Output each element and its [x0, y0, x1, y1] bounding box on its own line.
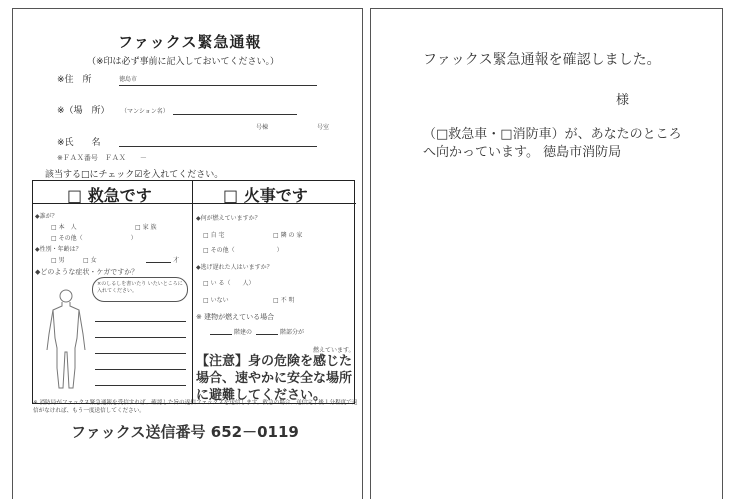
form-title: ファックス緊急通報	[118, 33, 262, 51]
symptom-question: ◆どのような症状・ケガですか？	[35, 268, 139, 276]
address-label: ※住 所	[57, 75, 92, 85]
burning-floor-field[interactable]	[256, 334, 278, 335]
fax-label: ※ＦＡＸ番号 ＦＡＸ －	[57, 154, 147, 162]
who-question: ◆誰が？	[35, 213, 58, 220]
trapped-question: ◆逃げ遅れた人はいますか？	[196, 264, 273, 271]
floors-text: 階建の	[234, 329, 253, 336]
sex-age-question: ◆性別・年齢は？	[35, 246, 82, 253]
family-checkbox[interactable]: □ 家 族	[135, 224, 157, 231]
mansion-label: （マンション名）	[121, 108, 169, 115]
fax-number: ファックス送信番号 652－0119	[71, 423, 299, 441]
symptom-line-2[interactable]	[95, 337, 186, 338]
other-burning-checkbox[interactable]: □ その他（ ）	[203, 247, 283, 254]
building-number-label: 号棟	[256, 124, 269, 131]
symptom-line-1[interactable]	[95, 321, 186, 322]
age-suffix: 才	[173, 257, 180, 264]
dispatch-line-1: （□救急車・□消防車）が、あなたのところ	[423, 127, 682, 142]
name-label: ※氏 名	[57, 138, 101, 148]
caution-text: 【注意】身の危険を感じた場合、速やかに安全な場所に避難してください。	[196, 354, 353, 403]
check-instruction: 該当する□にチェック☑を入れてください。	[45, 170, 224, 180]
confirmation-sheet	[370, 8, 723, 499]
footer-note: ※ 消防局がファックス緊急通報を受信すれば、確認した旨の返信ファックスを送信します。救急の場合、送信完了後１分程度で返信がなければ、もう一度送信してください。	[33, 400, 358, 414]
male-checkbox[interactable]: □ 男	[51, 257, 65, 264]
female-checkbox[interactable]: □ 女	[83, 257, 97, 264]
symptom-line-4[interactable]	[95, 369, 186, 370]
sama-label: 様	[616, 93, 630, 108]
self-checkbox[interactable]: □ 本 人	[51, 224, 77, 231]
bubble-text: ×のしるしを書いたり いたいところに入れてください。	[97, 281, 183, 294]
symptom-line-5[interactable]	[95, 385, 186, 386]
floor-burning-text: 階部分が	[280, 329, 305, 336]
emergency-header[interactable]: □ 救急です	[67, 186, 152, 205]
floors-field[interactable]	[210, 334, 232, 335]
symptom-line-3[interactable]	[95, 353, 186, 354]
neighbor-checkbox[interactable]: □ 隣 の 家	[273, 232, 303, 239]
table-column-divider	[192, 180, 193, 404]
form-subtitle: （※印は必ず事前に記入しておいてください。）	[87, 57, 280, 67]
other-person-checkbox[interactable]: □ その他（ ）	[51, 235, 137, 242]
what-burning-question: ◆何が燃えていますか？	[196, 215, 261, 222]
address-city: 徳島市	[119, 76, 138, 83]
own-house-checkbox[interactable]: □ 自 宅	[203, 232, 225, 239]
burning-text: 燃えています。	[313, 347, 355, 354]
people-present-checkbox[interactable]: □ い る（ 人）	[203, 280, 255, 287]
dispatch-line-2: へ向かっています。 徳島市消防局	[423, 145, 622, 160]
address-field[interactable]	[119, 85, 317, 86]
name-field[interactable]	[119, 146, 317, 147]
building-question: ※ 建物が燃えている場合	[196, 313, 275, 321]
age-field[interactable]	[146, 262, 171, 263]
room-number-label: 号室	[317, 124, 330, 131]
confirmation-title: ファックス緊急通報を確認しました。	[423, 52, 661, 68]
fax-report-form	[12, 8, 363, 499]
no-people-checkbox[interactable]: □ いない	[203, 297, 229, 304]
place-label: ※（場 所）	[57, 106, 110, 116]
unknown-checkbox[interactable]: □ 不 明	[273, 297, 295, 304]
fire-header[interactable]: □ 火事です	[223, 186, 308, 205]
body-diagram[interactable]	[43, 288, 89, 392]
mansion-field[interactable]	[173, 114, 297, 115]
